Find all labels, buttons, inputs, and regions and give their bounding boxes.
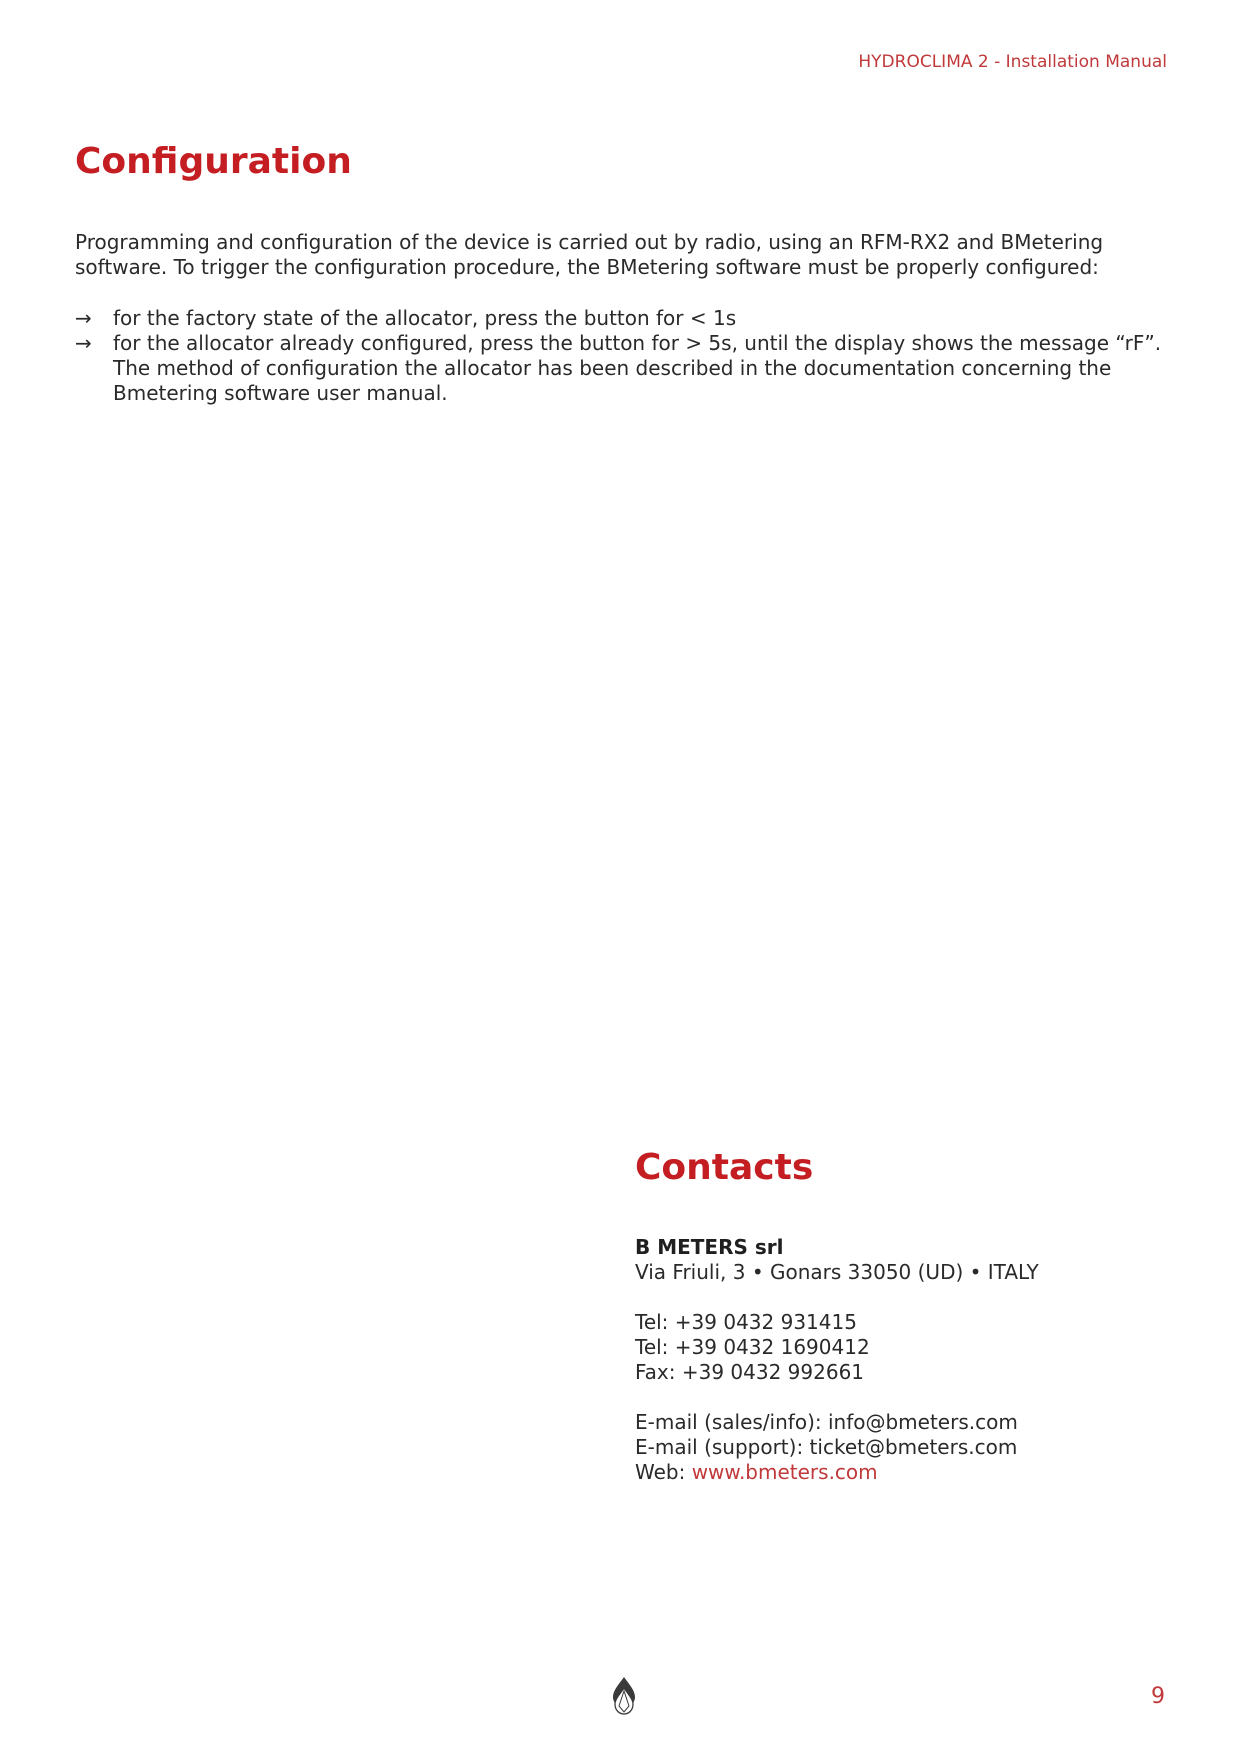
list-item bbox=[75, 331, 1165, 406]
phone-2: Tel: +39 0432 1690412 bbox=[635, 1335, 870, 1359]
configuration-intro: Programming and configuration of the device is carried out by radio, using an RFM-RX2 and BMetering software. To trigger the configuration procedure, the BMetering software must be properly configured: bbox=[75, 230, 1104, 279]
page-number: 9 bbox=[1151, 1684, 1165, 1709]
contacts-heading: Contacts bbox=[635, 1147, 814, 1188]
web-row bbox=[635, 1460, 1175, 1485]
configuration-bullet-list bbox=[75, 306, 1165, 406]
bullet-text: for the allocator already configured, press the button for > 5s, until the display shows the message “rF”. The method of configuration the allocator has been described in the documentation concerning the Bmetering software user manual. bbox=[113, 331, 1162, 405]
company-address: Via Friuli, 3 • Gonars 33050 (UD) • ITALY bbox=[635, 1260, 1039, 1284]
configuration-heading: Configuration bbox=[75, 141, 352, 182]
web-label: Web: bbox=[635, 1460, 692, 1484]
spacer bbox=[635, 1285, 1175, 1310]
running-header: HYDROCLIMA 2 - Installation Manual bbox=[858, 52, 1167, 72]
bullet-text: for the factory state of the allocator, press the button for < 1s bbox=[113, 306, 737, 330]
email-sales[interactable]: E-mail (sales/info): info@bmeters.com bbox=[635, 1410, 1018, 1434]
list-item bbox=[75, 306, 1165, 331]
email-support[interactable]: E-mail (support): ticket@bmeters.com bbox=[635, 1435, 1018, 1459]
web-link[interactable]: www.bmeters.com bbox=[691, 1460, 878, 1484]
bmeters-drop-logo-icon bbox=[610, 1676, 638, 1716]
arrow-right-icon: → bbox=[75, 331, 92, 355]
phone-1: Tel: +39 0432 931415 bbox=[635, 1310, 857, 1334]
fax: Fax: +39 0432 992661 bbox=[635, 1360, 865, 1384]
spacer bbox=[635, 1385, 1175, 1410]
company-name: B METERS srl bbox=[635, 1235, 784, 1259]
arrow-right-icon: → bbox=[75, 306, 92, 330]
contacts-block bbox=[635, 1235, 1175, 1485]
